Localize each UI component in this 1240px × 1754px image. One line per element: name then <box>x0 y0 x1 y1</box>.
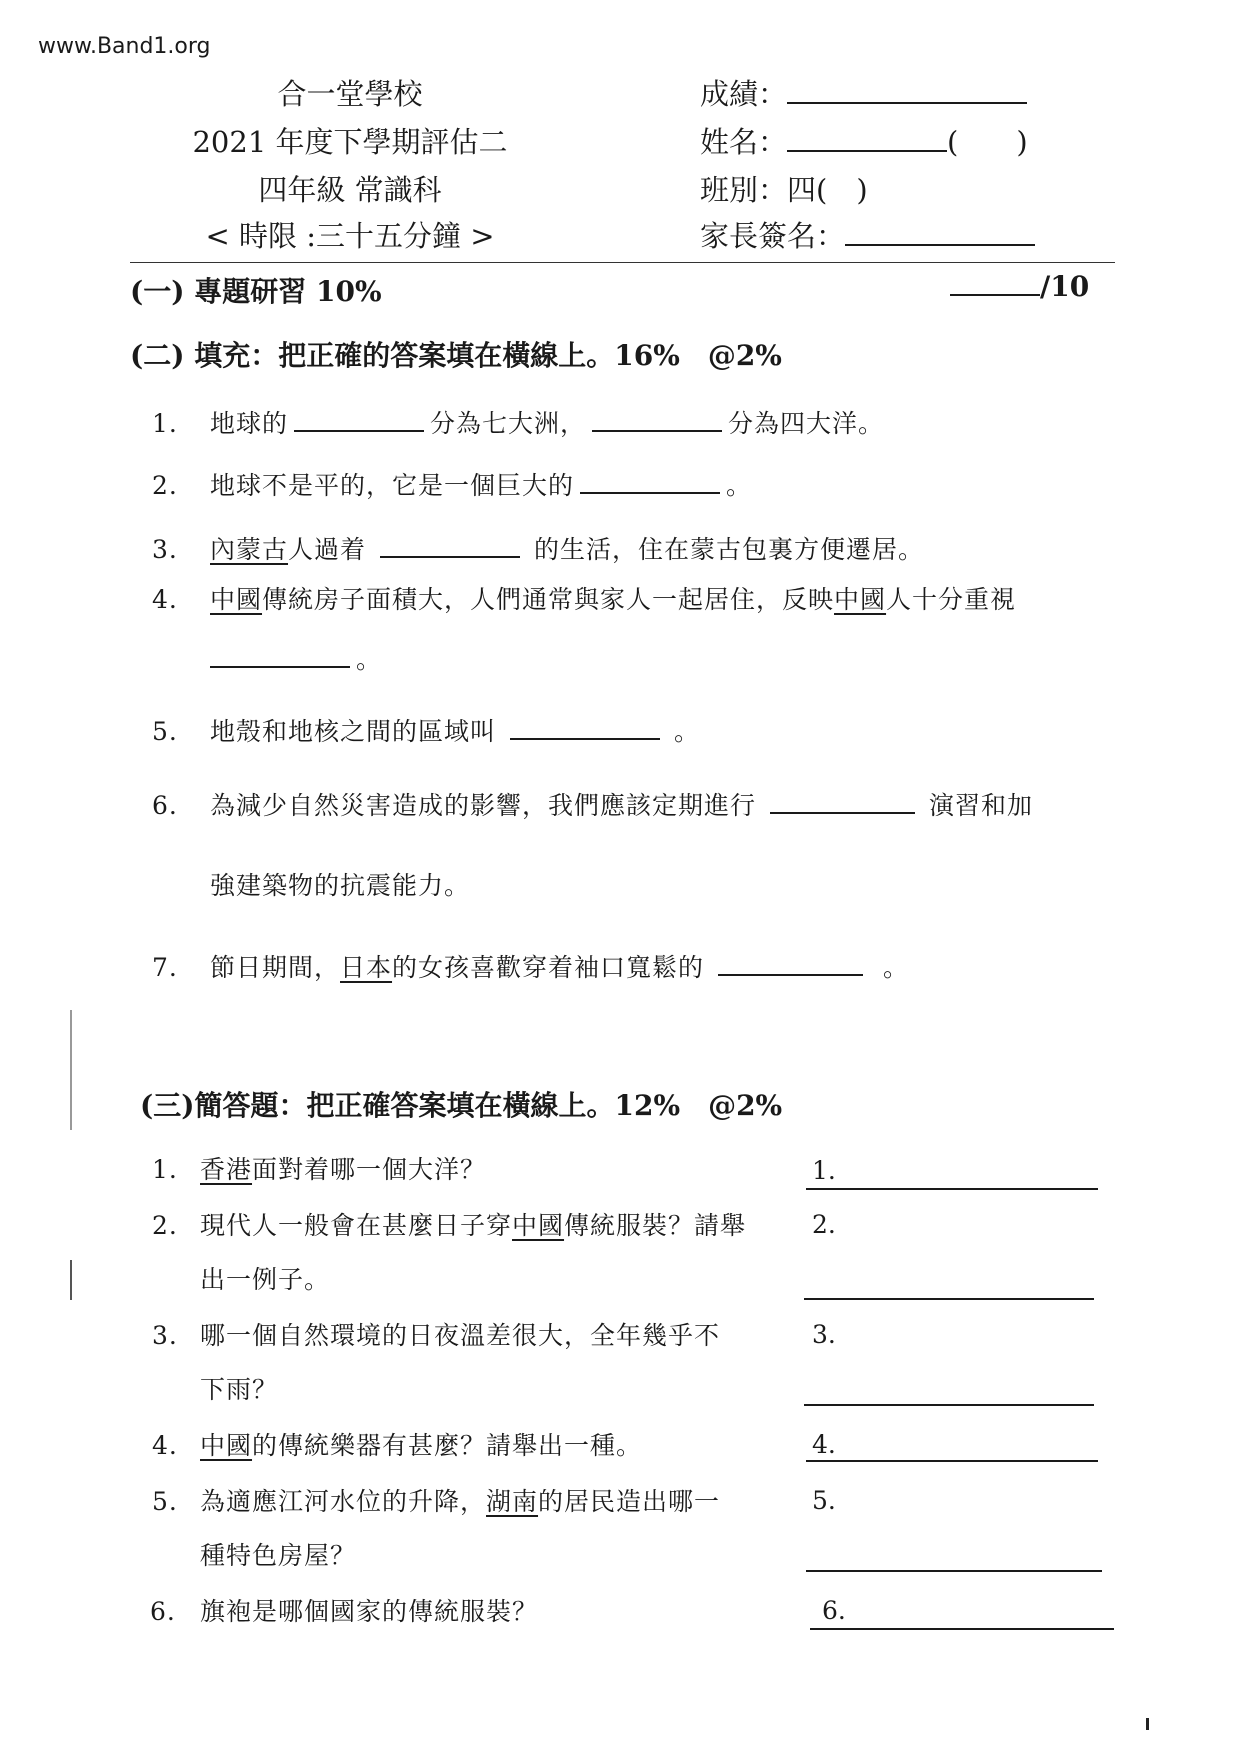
header-divider <box>130 262 1115 263</box>
answer-number-3: 3. <box>812 1320 836 1349</box>
class-field <box>700 168 868 209</box>
section1-score <box>950 270 1089 303</box>
site-url: www.Band1.org <box>38 34 211 59</box>
question-text: 為適應江河水位的升降， <box>200 1487 487 1516</box>
question-text: 人十分重視 <box>886 585 1017 614</box>
answer-blank[interactable] <box>770 792 915 814</box>
place-name: 日本 <box>340 953 393 982</box>
fill-question-7 <box>152 948 909 984</box>
page-edge-mark <box>1146 1718 1149 1730</box>
score-line[interactable] <box>787 80 1027 104</box>
term-title: 2021 年度下學期評估二 <box>192 125 508 159</box>
question-number: 3. <box>152 1321 178 1350</box>
place-name: 中國 <box>834 585 887 614</box>
question-text: 地球的 <box>210 409 289 438</box>
place-name: 香港 <box>200 1155 253 1184</box>
question-text: 傳統房子面積大，人們通常與家人一起居住，反映 <box>262 585 835 614</box>
class-number-paren: ( ) <box>947 125 1028 159</box>
place-name: 中國 <box>200 1431 253 1460</box>
parent-sign-label: 家長簽名： <box>700 219 846 253</box>
place-name: 中國 <box>210 585 263 614</box>
answer-blank[interactable] <box>510 718 660 740</box>
question-text: 的女孩喜歡穿着袖口寬鬆的 <box>392 953 705 982</box>
name-field <box>700 120 1028 161</box>
question-number: 3. <box>152 535 178 564</box>
question-text: 。 <box>674 717 701 746</box>
scan-mark <box>70 1010 72 1130</box>
answer-blank[interactable] <box>592 410 722 432</box>
fill-question-4 <box>152 580 1016 616</box>
scan-mark <box>70 1260 72 1300</box>
answer-number-5: 5. <box>812 1486 836 1515</box>
question-number: 5. <box>152 717 178 746</box>
answer-line-4[interactable] <box>806 1460 1098 1462</box>
section1-score-line[interactable] <box>950 270 1040 296</box>
answer-line-1[interactable] <box>806 1188 1098 1190</box>
name-label: 姓名： <box>700 125 788 159</box>
question-number: 1. <box>152 1155 178 1184</box>
question-text: 分為四大洋。 <box>728 409 885 438</box>
question-text: 。 <box>883 953 910 982</box>
question-text: 地球不是平的，它是一個巨大的 <box>210 471 575 500</box>
time-limit: < 時限 :三十五分鐘 > <box>205 219 495 253</box>
class-label: 班別： <box>700 173 788 207</box>
question-number: 2. <box>152 471 178 500</box>
question-text: 旗袍是哪個國家的傳統服裝？ <box>200 1597 539 1626</box>
answer-number-1: 1. <box>812 1156 836 1185</box>
parent-sign-field <box>700 214 1035 255</box>
short-question-5 <box>152 1482 720 1518</box>
question-number: 4. <box>152 585 178 614</box>
question-number: 5. <box>152 1487 178 1516</box>
short-question-3-cont: 下雨？ <box>200 1375 279 1404</box>
question-text: 地殼和地核之間的區域叫 <box>210 717 497 746</box>
answer-blank[interactable] <box>294 410 424 432</box>
place-name: 內蒙古 <box>210 535 289 564</box>
short-question-6 <box>150 1592 538 1628</box>
short-question-2 <box>152 1206 746 1242</box>
score-field <box>700 72 1027 113</box>
answer-line-6[interactable] <box>810 1628 1114 1630</box>
answer-blank[interactable] <box>580 472 720 494</box>
question-number: 1. <box>152 409 178 438</box>
answer-number-6: 6. <box>822 1596 846 1625</box>
short-question-1 <box>152 1150 486 1186</box>
answer-line-5[interactable] <box>806 1570 1102 1572</box>
answer-number-2: 2. <box>812 1210 836 1239</box>
short-question-2-cont: 出一例子。 <box>200 1265 331 1294</box>
section2-title: (二) 填充：把正確的答案填在橫線上。16% @2% <box>130 339 782 372</box>
fill-question-5 <box>152 712 700 748</box>
question-text: 傳統服裝？請舉 <box>564 1211 747 1240</box>
question-text: 哪一個自然環境的日夜溫差很大，全年幾乎不 <box>200 1321 721 1350</box>
score-label: 成績： <box>700 77 788 111</box>
question-text: 的居民造出哪一 <box>538 1487 721 1516</box>
short-question-4 <box>152 1426 642 1462</box>
school-name: 合一堂學校 <box>277 77 423 111</box>
fill-question-4-cont <box>210 640 382 676</box>
answer-number-4: 4. <box>812 1430 836 1459</box>
class-value: 四( ) <box>787 173 868 207</box>
question-text: 的傳統樂器有甚麼？請舉出一種。 <box>252 1431 643 1460</box>
question-text: 分為七大洲， <box>430 409 587 438</box>
question-text: 為減少自然災害造成的影響，我們應該定期進行 <box>210 791 757 820</box>
question-text: 面對着哪一個大洋？ <box>252 1155 487 1184</box>
answer-line-3[interactable] <box>804 1404 1094 1406</box>
fill-question-6 <box>152 786 1033 822</box>
answer-blank[interactable] <box>718 954 863 976</box>
question-text: 節日期間， <box>210 953 341 982</box>
fill-question-2 <box>152 466 752 502</box>
section1-score-total: /10 <box>1040 270 1090 303</box>
question-text: 演習和加 <box>929 791 1034 820</box>
name-line[interactable] <box>787 128 947 152</box>
question-text: 的生活，住在蒙古包裏方便遷居。 <box>534 535 925 564</box>
section3-title: (三)簡答題：把正確答案填在橫線上。12% @2% <box>140 1089 783 1122</box>
question-text: 人過着 <box>288 535 367 564</box>
fill-question-3 <box>152 530 924 566</box>
answer-line-2[interactable] <box>804 1298 1094 1300</box>
answer-blank[interactable] <box>380 536 520 558</box>
question-number: 6. <box>152 791 178 820</box>
answer-blank[interactable] <box>210 646 350 668</box>
question-number: 4. <box>152 1431 178 1460</box>
parent-sign-line[interactable] <box>845 222 1035 246</box>
grade-subject: 四年級 常識科 <box>258 173 442 207</box>
question-text: 。 <box>726 471 753 500</box>
question-number: 7. <box>152 953 178 982</box>
fill-question-6-cont: 強建築物的抗震能力。 <box>210 871 471 900</box>
short-question-5-cont: 種特色房屋？ <box>200 1541 357 1570</box>
short-question-3 <box>152 1316 720 1352</box>
place-name: 湖南 <box>486 1487 539 1516</box>
question-text: 。 <box>356 645 383 674</box>
question-number: 2. <box>152 1211 178 1240</box>
question-number: 6. <box>150 1597 176 1626</box>
question-text: 現代人一般會在甚麼日子穿 <box>200 1211 513 1240</box>
place-name: 中國 <box>512 1211 565 1240</box>
section1-title: (一) 專題研習 10% <box>130 275 382 308</box>
fill-question-1 <box>152 404 884 440</box>
